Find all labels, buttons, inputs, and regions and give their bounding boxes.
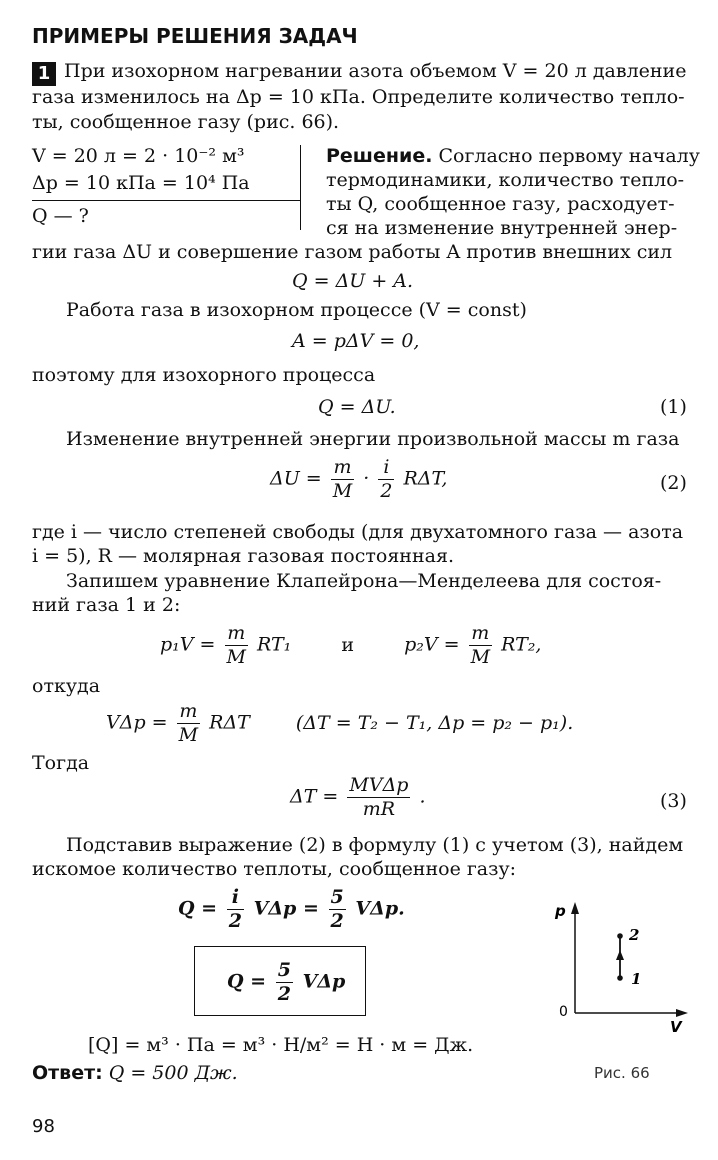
p-axis-label: p bbox=[555, 902, 566, 920]
answer: Ответ: Q = 500 Дж. bbox=[32, 1062, 238, 1084]
given-find: Q — ? bbox=[32, 205, 89, 227]
solution-label: Решение. bbox=[326, 145, 433, 167]
eq-2-tag: (2) bbox=[660, 472, 687, 494]
solution-line-4: ся на изменение внутренней энер- bbox=[326, 217, 678, 239]
subst-line-1: Подставив выражение (2) в формулу (1) с учетом (3), найдем bbox=[66, 834, 684, 856]
origin-label: 0 bbox=[559, 1004, 568, 1020]
work-text: Работа газа в изохорном процессе (V = const) bbox=[66, 299, 527, 321]
eq-1: Q = ΔU. bbox=[318, 396, 396, 418]
solution-line-3: ты Q, сообщенное газу, расходует- bbox=[326, 193, 675, 215]
eq-2-mass-fraction: $\frac{m}{M}$ bbox=[332, 456, 353, 502]
point-2-label: 2 bbox=[629, 926, 640, 944]
subst-line-2: искомое количество теплоты, сообщенное газу: bbox=[32, 858, 517, 880]
eq-3: ΔT = $\frac{\text{MVΔp}}{mR}$ . bbox=[290, 774, 426, 820]
p-axis-arrow bbox=[571, 902, 579, 914]
eq-dp: VΔp = $\frac{m}{M}$ RΔT (ΔT = T₂ − T₁, Δp = p₂ − p₁). bbox=[106, 700, 574, 746]
pv-diagram bbox=[545, 898, 695, 1038]
process-arrow bbox=[616, 950, 624, 960]
problem-line-3: ты, сообщенное газу (рис. 66). bbox=[32, 111, 340, 133]
then-text: Тогда bbox=[32, 752, 90, 774]
page-number: 98 bbox=[32, 1116, 55, 1137]
result-box: Q = $\frac{5}{2}$ VΔp bbox=[194, 946, 366, 1016]
state-point-1 bbox=[617, 975, 623, 981]
problem-line-2: газа изменилось на Δp = 10 кПа. Определите количество тепло- bbox=[32, 86, 685, 108]
whence-text: откуда bbox=[32, 675, 101, 697]
eq-states: p₁V = $\frac{m}{M}$ RT₁ и p₂V = $\frac{m}{M}$ RT₂, bbox=[160, 622, 542, 668]
v-axis-label: V bbox=[670, 1018, 682, 1036]
where-line-1: где i — число степеней свободы (для двухатомного газа — азота bbox=[32, 521, 684, 543]
eq-work: A = pΔV = 0, bbox=[292, 330, 420, 352]
eq-2: ΔU = $\frac{m}{M}$ · $\frac{i}{2}$ RΔT, bbox=[270, 456, 448, 502]
clapeyron-line-1: Запишем уравнение Клапейрона—Менделеева для состоя- bbox=[66, 570, 662, 592]
given-vertical-rule bbox=[300, 145, 301, 230]
eq-1-tag: (1) bbox=[660, 396, 687, 418]
eq-3-tag: (3) bbox=[660, 790, 687, 812]
internal-energy-text: Изменение внутренней энергии произвольной массы m газа bbox=[66, 428, 680, 450]
given-volume: V = 20 л = 2 · 10⁻² м³ bbox=[32, 145, 245, 167]
point-1-label: 1 bbox=[631, 970, 642, 988]
given-divider bbox=[32, 200, 300, 201]
section-heading: ПРИМЕРЫ РЕШЕНИЯ ЗАДАЧ bbox=[32, 24, 358, 48]
clapeyron-line-2: ний газа 1 и 2: bbox=[32, 594, 181, 616]
problem-number: 1 bbox=[32, 62, 56, 86]
eq-first-law: Q = ΔU + A. bbox=[292, 270, 414, 292]
answer-label: Ответ: bbox=[32, 1062, 103, 1084]
solution-line-2: термодинамики, количество тепло- bbox=[326, 169, 685, 191]
state-point-2 bbox=[617, 933, 623, 939]
eq-2-dof-fraction: $\frac{i}{2}$ bbox=[380, 456, 393, 502]
problem-line-1: 1 При изохорном нагревании азота объемом V = 20 л давление bbox=[32, 60, 686, 86]
units-check: [Q] = м³ · Па = м³ · Н/м² = Н · м = Дж. bbox=[88, 1034, 474, 1056]
where-line-2: i = 5), R — молярная газовая постоянная. bbox=[32, 545, 454, 567]
v-axis-arrow bbox=[676, 1009, 688, 1017]
eq-q: Q = $\frac{i}{2}$ VΔp = $\frac{5}{2}$ VΔp. bbox=[178, 886, 405, 932]
solution-line-5: гии газа ΔU и совершение газом работы A против внешних сил bbox=[32, 241, 673, 263]
given-pressure-change: Δp = 10 кПа = 10⁴ Па bbox=[32, 172, 250, 194]
figure-caption: Рис. 66 bbox=[594, 1064, 650, 1082]
solution-line-1: Решение. Согласно первому началу bbox=[326, 145, 700, 167]
isochoric-text: поэтому для изохорного процесса bbox=[32, 364, 376, 386]
